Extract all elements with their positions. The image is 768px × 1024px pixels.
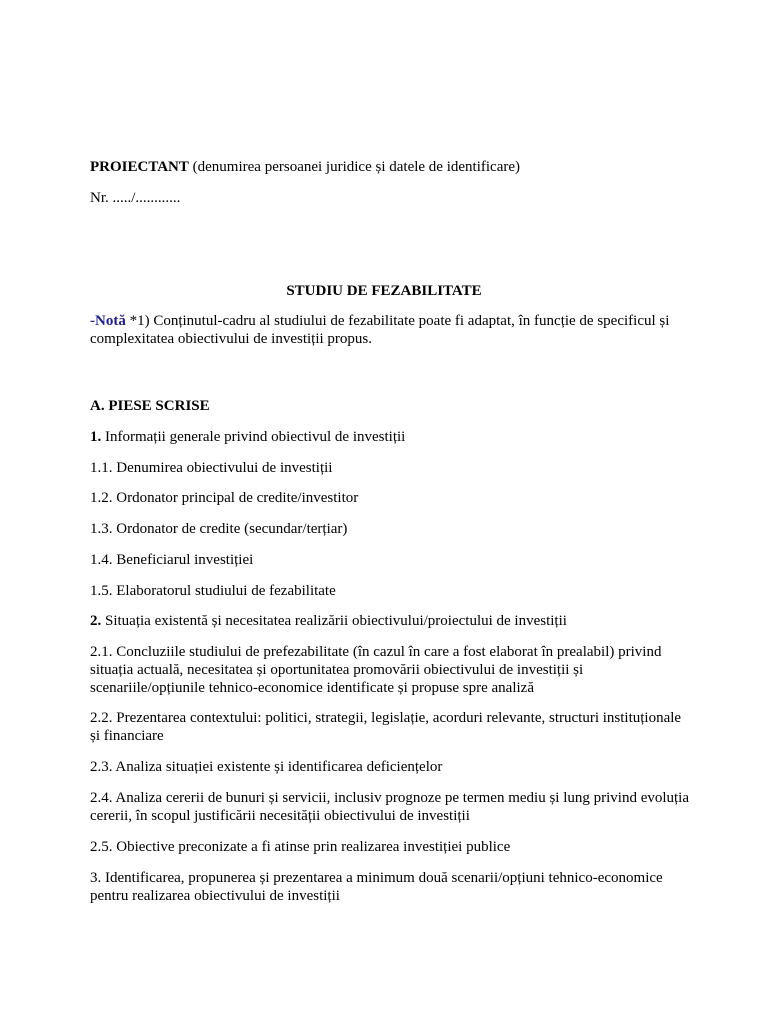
list-item-1-4: 1.4. Beneficiarul investiției xyxy=(90,552,254,568)
section-1-heading xyxy=(90,428,690,446)
list-item-2-3: 2.3. Analiza situației existente și identificarea deficiențelor xyxy=(90,759,443,775)
section-2-number: 2. xyxy=(90,613,102,629)
section-1-title: Informații generale privind obiectivul de investiții xyxy=(101,429,406,445)
note-paragraph xyxy=(90,312,690,348)
list-item-2-2: 2.2. Prezentarea contextului: politici, strategii, legislație, acorduri relevante, structuri instituționale și financiare xyxy=(90,710,682,744)
list-item-1-5: 1.5. Elaboratorul studiului de fezabilitate xyxy=(90,583,336,599)
designer-line xyxy=(90,158,690,176)
list-item-2-4: 2.4. Analiza cererii de bunuri și servicii, inclusiv prognoze pe termen mediu și lung privind evoluția cererii, în scopul justificării necesității obiectivului de investiții xyxy=(90,790,690,824)
note-text: *1) Conținutul-cadru al studiului de fezabilitate poate fi adaptat, în funcție de specificul și complexitatea obiectivului de investiții propus. xyxy=(90,313,670,347)
list-item-2-1: 2.1. Concluziile studiului de prefezabilitate (în cazul în care a fost elaborat în prealabil) privind situația actuală, necesitatea și oportunitatea promovării obiectivului de investiții și scenariile/opțiunile tehnico-economice identificate și propuse spre analiză xyxy=(90,644,662,696)
section-2-title: Situația existentă și necesitatea realizării obiectivului/proiectului de investiții xyxy=(101,613,567,629)
section-a-heading: A. PIESE SCRISE xyxy=(90,398,210,414)
designer-hint: (denumirea persoanei juridice și datele de identificare) xyxy=(188,159,520,175)
list-item-1-3: 1.3. Ordonator de credite (secundar/terțiar) xyxy=(90,521,348,537)
section-2-heading xyxy=(90,612,690,630)
note-label: -Notă xyxy=(90,313,126,329)
list-item-1-1: 1.1. Denumirea obiectivului de investiții xyxy=(90,460,333,476)
section-3-paragraph: 3. Identificarea, propunerea și prezentarea a minimum două scenarii/opțiuni tehnico-economice pentru realizarea obiectivului de investiții xyxy=(90,870,663,904)
list-item-1-2: 1.2. Ordonator principal de credite/investitor xyxy=(90,490,359,506)
number-line: Nr. ...../............ xyxy=(90,190,181,206)
designer-label: PROIECTANT xyxy=(90,159,189,175)
document-title: STUDIU DE FEZABILITATE xyxy=(286,283,482,299)
section-1-number: 1. xyxy=(90,429,102,445)
list-item-2-5: 2.5. Obiective preconizate a fi atinse prin realizarea investiției publice xyxy=(90,839,511,855)
